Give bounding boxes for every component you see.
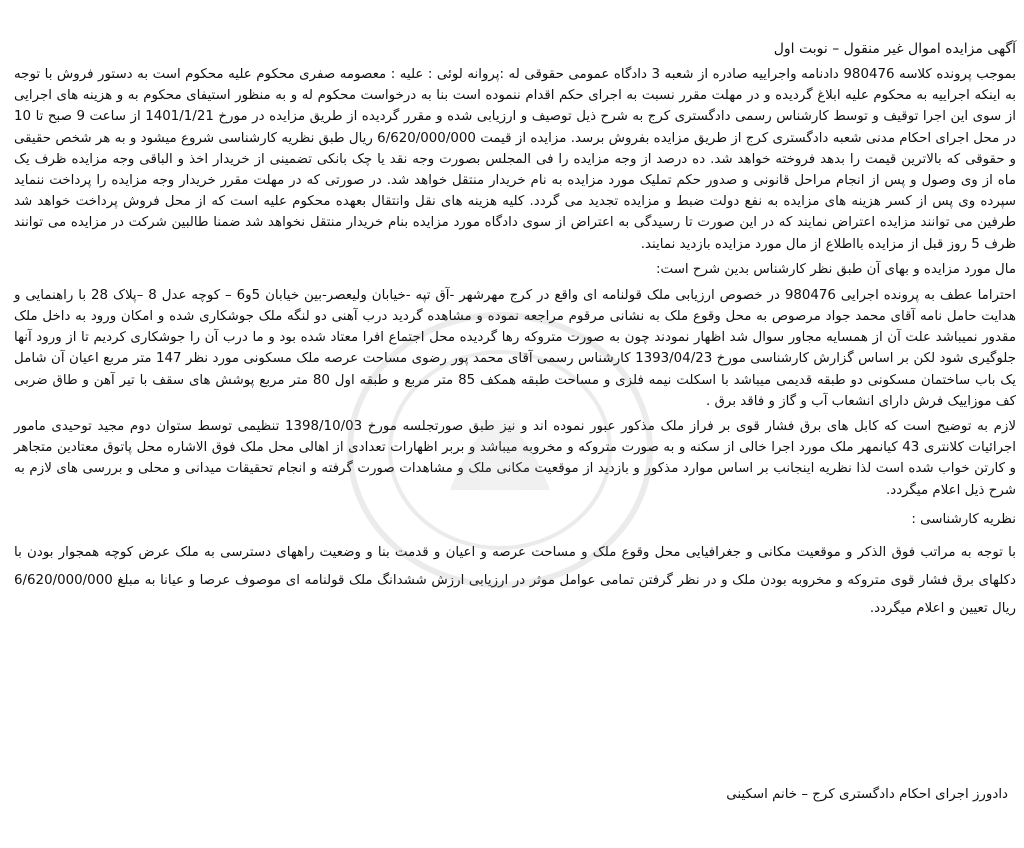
property-description-paragraph: احتراما عطف به پرونده اجرایی 980476 در خصوص ارزیابی ملک قولنامه ای واقع در کرج مهرشهر -آق تپه -خیابان ولیعصر-بین خیابان 5و6 – کوچه عدل 8 –پلاک 28 با راهنمایی و هدایت حامل نامه آقای محمد جواد مرصوص به محل وقوع ملک به نشانی مرقوم مراجعه نموده و مشاهده گردید درب آهنی دو لنگه ملک جوشکاری شده و امکان ورود به داخل ملک مقدور نمیباشد علت آن از همسایه مجاور سوال شد اظهار نمودند چون به صورت متروکه رها گردیده محل اجتماع افرا معتاد شده بود و ما درب آن را جوشکاری کردیم تا از ورود آنها جلوگیری شود لکن بر اساس گزارش کارشناسی مورخ 1393/04/23 کارشناس رسمی آقای محمد پور رضوی مساحت عرصه ملک مسکونی مورد نظر 147 متر مربع اعیان آن شامل یک باب ساختمان مسکونی دو طبقه قدیمی میباشد با اسکلت نیمه فلزی و مساحت طبقه همکف 85 متر مربع و طبقه اول 80 متر مربع پوشش های سقف با تیر آهن و طاق ضربی کف موزاییک فرش دارای انشعاب آب و گاز و فاقد برق . bbox=[14, 287, 1016, 409]
notice-title: آگهی مزایده اموال غیر منقول – نوبت اول bbox=[773, 41, 1016, 57]
notice-body-paragraph: بموجب پرونده کلاسه 980476 دادنامه واجراییه صادره از شعبه 3 دادگاه عمومی حقوقی له :پروانه لوئی : علیه : معصومه صفری محکوم علیه محکوم است به دستور فروش با توجه به اینکه اجراییه به محکوم علیه ابلاغ گردیده و در مهلت مقرر نسبت به اجرای حکم اقدام ننموده است بنا به درخواست محکوم له و به منظور استیفای محکوم به و هزینه های اجرایی از سوی این اجرا توقیف و توسط کارشناس رسمی دادگستری کرج به شرح ذیل توصیف و ارزیابی شده و مقرر گردیده از طریق مزایده در مورخ 1401/1/21 از ساعت 9 صبح تا 10 در محل اجرای احکام مدنی شعبه دادگستری کرج از طریق مزایده بفروش برسد. مزایده از قیمت 6/620/000/000 ریال طبق نظریه کارشناسی شروع میشود و به هر شخص حقیقی و حقوقی که بالاترین قیمت را بدهد فروخته خواهد شد. ده درصد از وجه مزایده را فی المجلس بصورت وجه نقد یا چک بانکی تضمینی از خریدار اخذ و الباقی وجه مزایده ظرف یک ماه از وی وصول و پس از انجام مراحل قانونی و صدور حکم تملیک مورد مزایده به نام خریدار منتقل خواهد شد. در صورتی که در مهلت مقرر خریدار وجه مزایده را پرداخت ننماید سپرده وی پس از کسر هزینه های مزایده به نفع دولت ضبط و مزایده تجدید می گردد. کلیه هزینه های نقل وانتقال بعهده محکوم علیه است که از محل فروش پرداخت خواهد شد طرفین می توانند مزایده اعتراض نمایند که در این صورت تا رسیدگی به اعتراض از سوی دادگاه مورد مزایده بنام خریدار منتقل نخواهد شد ضمنا طالبین شرکت در مزایده می توانند ظرف 5 روز قبل از مزایده بااطلاع از مال مورد مزایده بازدید نمایند. bbox=[14, 67, 1016, 252]
auction-item-heading: مال مورد مزایده و بهای آن طبق نظر کارشناس بدین شرح است: bbox=[656, 261, 1016, 277]
additional-notes-paragraph: لازم به توضیح است که کابل های برق فشار قوی بر فراز ملک مذکور عبور نموده اند و نیز طبق صورتجلسه مورخ 1398/10/03 تنظیمی توسط ستوان دوم مجید توحیدی مامور اجرائیات کلانتری 43 کیانمهر ملک مورد اجرا خالی از سکنه و به صورت متروکه و مخروبه میباشد و بربر اظهارات تعدادی از اهالی محل ملک فوق الاشاره محل پاتوق معتادین متجاهر و کارتن خواب شده است لذا نظریه اینجانب بر اساس موارد مذکور و بازدید از موقعیت مکانی ملک و مشاهدات صورت گرفته و انجام تحقیقات میدانی و محلی و بررسی های لازم به شرح ذیل اعلام میگردد. bbox=[14, 419, 1017, 498]
expert-opinion-paragraph: با توجه به مراتب فوق الذکر و موقعیت مکانی و جغرافیایی محل وقوع ملک و مساحت عرصه و اعیان و قدمت بنا و وضعیت راههای دسترسی به ملک عرض کوچه همجوار بودن با دکلهای برق فشار قوی متروکه و مخروبه بودن ملک و در نظر گرفتن تمامی عوامل موثر در ارزیابی ارزش ششدانگ ملک قولنامه ای موصوف عرصا و عیانا به مبلغ 6/620/000/000 ریال تعیین و اعلام میگردد. bbox=[14, 544, 1016, 616]
signature-line: دادورز اجرای احکام دادگستری کرج – خانم اسکینی bbox=[726, 787, 1008, 802]
expert-opinion-heading: نظریه کارشناسی : bbox=[911, 511, 1016, 527]
